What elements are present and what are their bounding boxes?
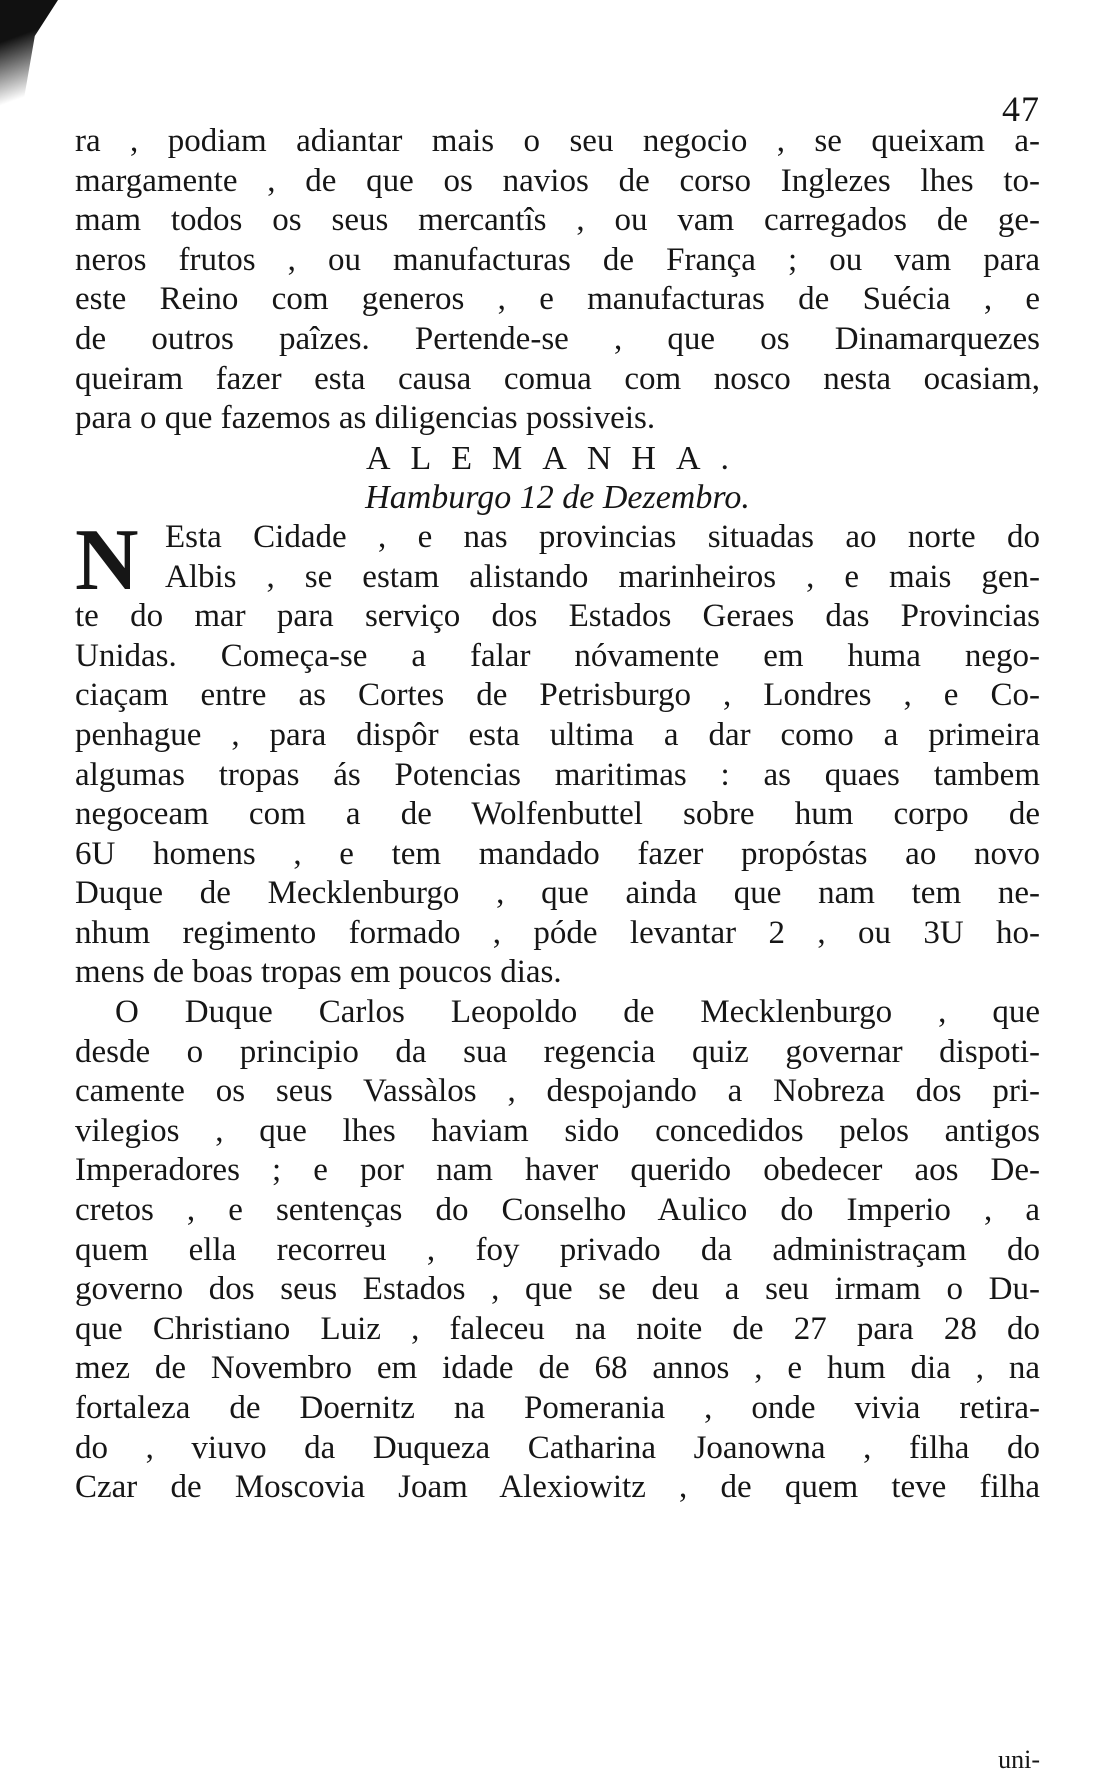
text-line: que Christiano Luiz , faleceu na noite de 27 para 28 do [75, 1310, 1040, 1347]
text-line: desde o principio da sua regencia quiz governar dispoti- [75, 1033, 1040, 1070]
text-line: ra , podiam adiantar mais o seu negocio , se queixam a- [75, 123, 1040, 159]
text-line: de outros paîzes. Pertende-se , que os Dinamarquezes [75, 320, 1040, 357]
text-line: O Duque Carlos Leopoldo de Mecklenburgo , que [115, 994, 1040, 1031]
paragraph-3 [75, 993, 1040, 1508]
body-text [75, 122, 1040, 1508]
text-line: fortaleza de Doernitz na Pomerania , onde vivia retira- [75, 1390, 1040, 1426]
text-line: governo dos seus Estados , que se deu a seu irmam o Du- [75, 1271, 1040, 1308]
paragraph-2 [75, 511, 1040, 993]
text-line: neros frutos , ou manufacturas de França ; ou vam para [75, 241, 1040, 278]
text-line: queiram fazer esta causa comua com nosco nesta ocasiam, [75, 360, 1040, 397]
text-line: Unidas. Começa-se a falar nóvamente em huma nego- [75, 637, 1040, 674]
text-line: Czar de Moscovia Joam Alexiowitz , de quem teve filha [75, 1469, 1040, 1506]
text-line: camente os seus Vassàlos , despojando a Nobreza dos pri- [75, 1073, 1040, 1110]
text-line: algumas tropas ás Potencias maritimas : as quaes tambem [75, 756, 1040, 793]
text-line: margamente , de que os navios de corso Inglezes lhes to- [75, 162, 1040, 199]
catchword: uni- [998, 1745, 1040, 1774]
text-line: vilegios , que lhes haviam sido concedidos pelos antigos [75, 1112, 1040, 1149]
section-heading: ALEMANHA. [365, 439, 750, 477]
text-line: nhum regimento formado , póde levantar 2 , ou 3U ho- [75, 914, 1040, 951]
paragraph-1 [75, 122, 1040, 439]
text-line: cretos , e sentenças do Conselho Aulico do Imperio , a [75, 1192, 1040, 1229]
text-line: te do mar para serviço dos Estados Geraes das Provincias [75, 598, 1040, 635]
text-line: 6U homens , e tem mandado fazer propóstas ao novo [75, 835, 1040, 872]
text-line: quem ella recorreu , foy privado da administraçam do [75, 1231, 1040, 1268]
text-line: Imperadores ; e por nam haver querido obedecer aos De- [75, 1152, 1040, 1189]
page-number: 47 [1002, 89, 1040, 129]
scan-edge-shadow [0, 0, 58, 120]
drop-cap: N [75, 511, 139, 609]
text-line: ciaçam entre as Cortes de Petrisburgo , Londres , e Co- [75, 677, 1040, 714]
text-line: do , viuvo da Duqueza Catharina Joanowna , filha do [75, 1429, 1040, 1466]
text-line: mam todos os seus mercantîs , ou vam carregados de ge- [75, 202, 1040, 239]
text-line: este Reino com generos , e manufacturas de Suécia , e [75, 281, 1040, 318]
text-line: mens de boas tropas em poucos dias. [75, 954, 562, 991]
text-line: Albis , se estam alistando marinheiros , e mais gen- [165, 558, 1040, 595]
dateline: Hamburgo 12 de Dezembro. [365, 479, 750, 517]
text-line: mez de Novembro em idade de 68 annos , e hum dia , na [75, 1350, 1040, 1387]
text-line: negoceam com a de Wolfenbuttel sobre hum corpo de [75, 796, 1040, 833]
text-line: penhague , para dispôr esta ultima a dar como a primeira [75, 716, 1040, 753]
text-line: Esta Cidade , e nas provincias situadas ao norte do [165, 518, 1040, 555]
text-line: Duque de Mecklenburgo , que ainda que nam tem ne- [75, 875, 1040, 912]
text-line: para o que fazemos as diligencias possiveis. [75, 400, 656, 437]
